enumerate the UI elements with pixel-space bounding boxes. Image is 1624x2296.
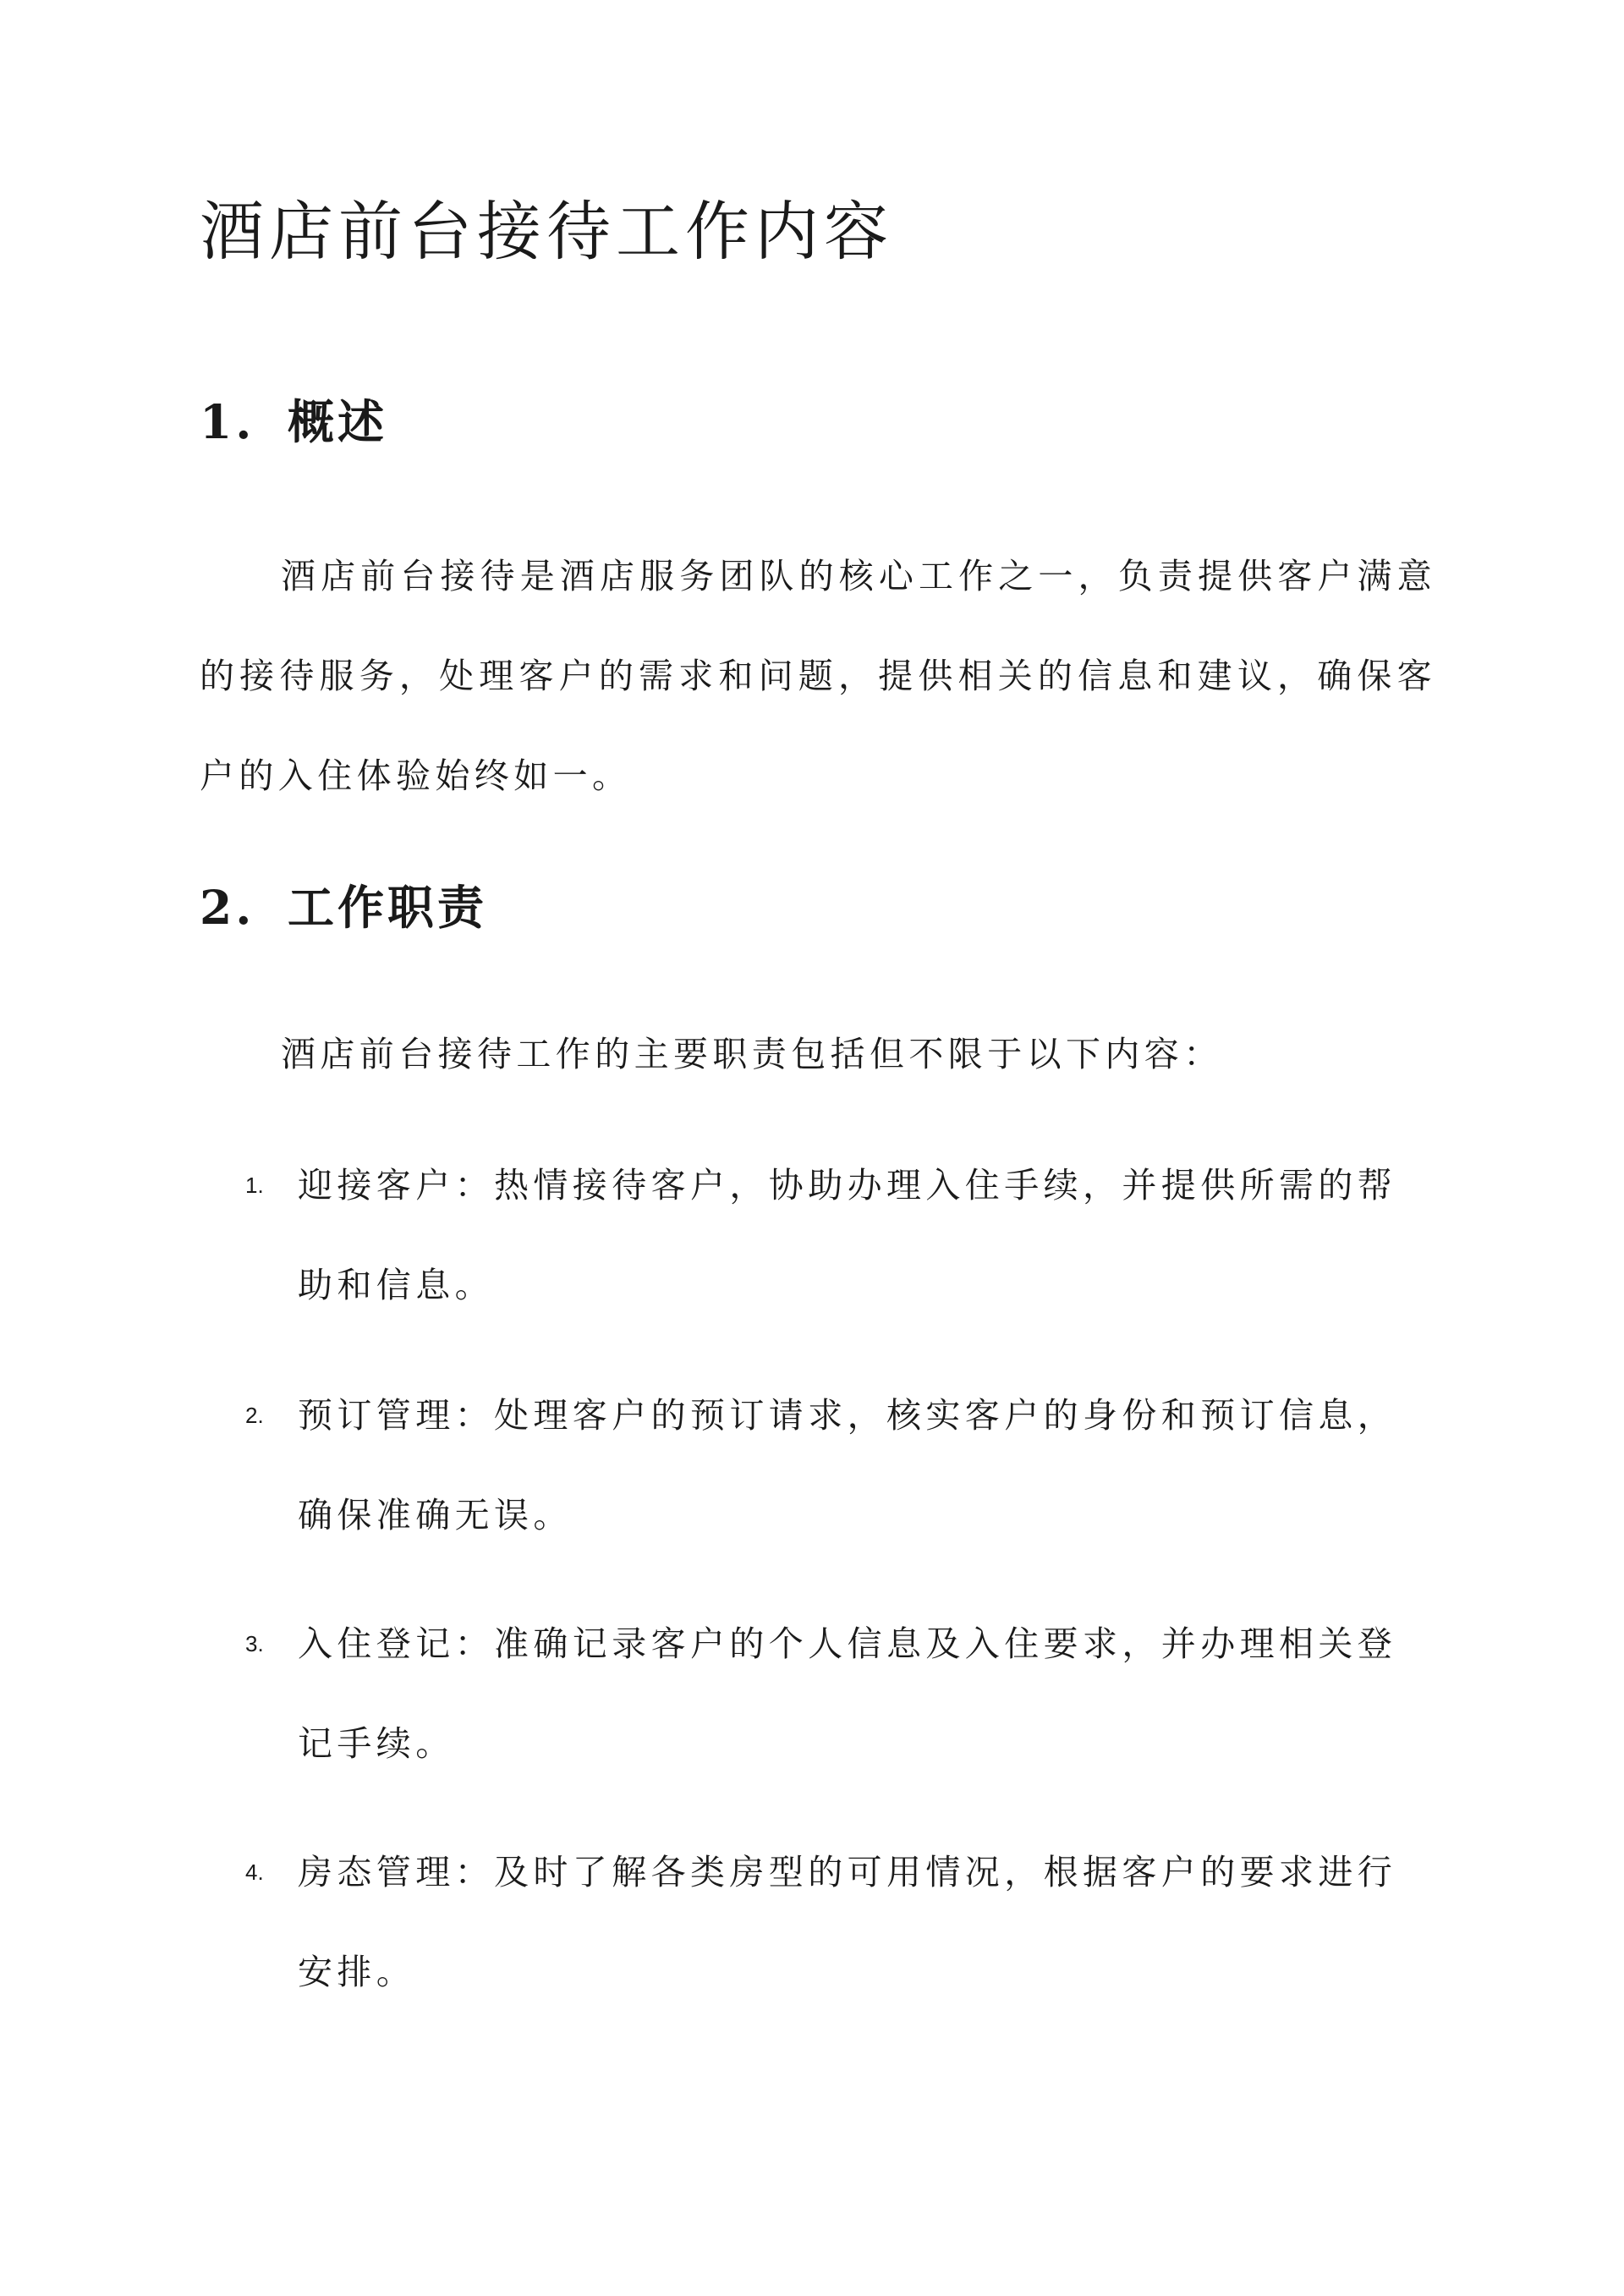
list-item (245, 1822, 1429, 2022)
document-title: 酒店前台接待工作内容 (200, 194, 893, 269)
section-number: 1. (200, 394, 255, 449)
list-item-text: 入住登记：准确记录客户的个人信息及入住要求，并办理相关登记手续。 (298, 1623, 1397, 1764)
list-marker: 3. (245, 1631, 264, 1656)
section-number: 2. (200, 880, 255, 935)
list-item-text: 房态管理：及时了解各类房型的可用情况，根据客户的要求进行安排。 (298, 1852, 1397, 1992)
list-marker: 2. (245, 1403, 264, 1428)
list-marker: 4. (245, 1859, 264, 1885)
responsibilities-intro: 酒店前台接待工作的主要职责包括但不限于以下内容： (281, 1034, 1223, 1074)
list-marker: 1. (245, 1173, 264, 1198)
list-item-text: 预订管理：处理客户的预订请求，核实客户的身份和预订信息，确保准确无误。 (298, 1395, 1397, 1535)
list-item (245, 1135, 1429, 1335)
section-heading-responsibilities (200, 880, 487, 936)
section-title: 概述 (288, 394, 388, 449)
list-item (245, 1594, 1429, 1793)
list-item-text: 迎接客户：热情接待客户，协助办理入住手续，并提供所需的帮助和信息。 (298, 1165, 1397, 1305)
section-heading-overview (200, 394, 387, 450)
section-title: 工作职责 (288, 880, 488, 935)
overview-paragraph: 酒店前台接待是酒店服务团队的核心工作之一，负责提供客户满意的接待服务，处理客户的需求和问题，提供相关的信息和建议，确保客户的入住体验始终如一。 (200, 556, 1436, 796)
list-item (245, 1365, 1429, 1565)
